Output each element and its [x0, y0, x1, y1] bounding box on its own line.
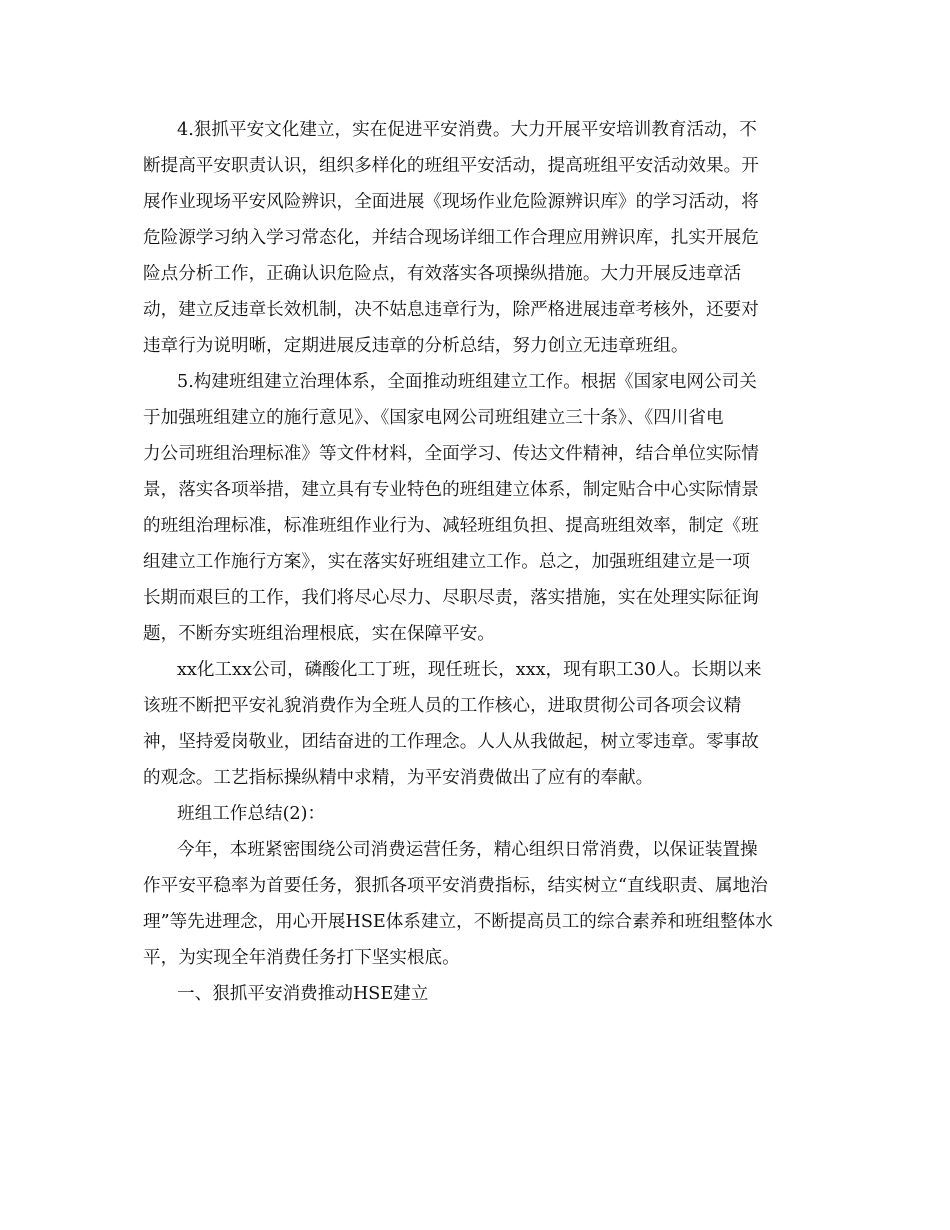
paragraph-line: 动，建立反违章长效机制，决不姑息违章行为，除严格进展违章考核外，还要对 — [143, 300, 759, 320]
paragraph-line: 危险源学习纳入学习常态化，并结合现场详细工作合理应用辨识库，扎实开展危 — [143, 228, 759, 248]
paragraph-line: 5.构建班组建立治理体系，全面推动班组建立工作。根据《国家电网公司关 — [177, 372, 757, 392]
paragraph-line: 作平安平稳率为首要任务，狠抓各项平安消费指标，结实树立“直线职责、属地治 — [143, 876, 768, 896]
paragraph-line: xx化工xx公司，磷酸化工丁班，现任班长，xxx，现有职工30人。长期以来 — [177, 660, 762, 680]
paragraph-line: 题，不断夯实班组治理根底，实在保障平安。 — [143, 624, 495, 644]
paragraph-line: 该班不断把平安礼貌消费作为全班人员的工作核心，进取贯彻公司各项会议精 — [143, 696, 742, 716]
paragraph-line: 的观念。工艺指标操纵精中求精，为平安消费做出了应有的奉献。 — [143, 768, 654, 788]
paragraph-line: 神，坚持爱岗敬业，团结奋进的工作理念。人人从我做起，树立零违章。零事故 — [143, 732, 759, 752]
paragraph-line: 展作业现场平安风险辨识，全面进展《现场作业危险源辨识库》的学习活动，将 — [143, 192, 759, 212]
paragraph-line: 平，为实现全年消费任务打下坚实根底。 — [143, 948, 460, 968]
paragraph-line: 理”等先进理念，用心开展HSE体系建立，不断提高员工的综合素养和班组整体水 — [143, 912, 773, 932]
paragraph-line: 险点分析工作，正确认识危险点，有效落实各项操纵措施。大力开展反违章活 — [143, 264, 742, 284]
paragraph-line: 今年，本班紧密围绕公司消费运营任务，精心组织日常消费，以保证装置操 — [177, 840, 758, 860]
paragraph-line: 长期而艰巨的工作，我们将尽心尽力、尽职尽责，落实措施，实在处理实际征询 — [143, 588, 759, 608]
subsection-heading: 一、狠抓平安消费推动HSE建立 — [177, 984, 429, 1004]
paragraph-line: 断提高平安职责认识，组织多样化的班组平安活动，提高班组平安活动效果。开 — [143, 156, 759, 176]
section-heading: 班组工作总结(2)： — [177, 804, 326, 824]
paragraph-line: 景，落实各项举措，建立具有专业特色的班组建立体系，制定贴合中心实际情景 — [143, 480, 759, 500]
paragraph-line: 于加强班组建立的施行意见》、《国家电网公司班组建立三十条》、《四川省电 — [143, 408, 724, 428]
paragraph-line: 组建立工作施行方案》，实在落实好班组建立工作。总之，加强班组建立是一项 — [143, 552, 750, 572]
paragraph-line: 4.狠抓平安文化建立，实在促进平安消费。大力开展平安培训教育活动，不 — [177, 120, 757, 140]
paragraph-line: 力公司班组治理标准》等文件材料，全面学习、传达文件精神，结合单位实际情 — [143, 444, 759, 464]
paragraph-line: 的班组治理标准，标准班组作业行为、减轻班组负担、提高班组效率，制定《班 — [143, 516, 759, 536]
paragraph-line: 违章行为说明晰，定期进展反违章的分析总结，努力创立无违章班组。 — [143, 336, 689, 356]
